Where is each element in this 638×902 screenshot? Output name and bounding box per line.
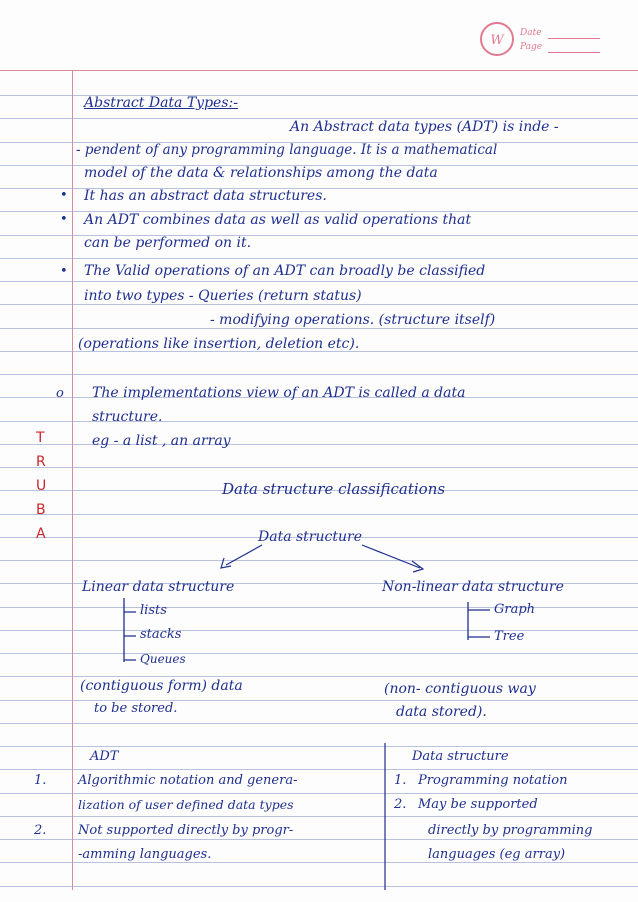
row-number: 1. — [34, 773, 47, 788]
bullet-dot: • — [60, 212, 68, 227]
side-letter: R — [36, 454, 46, 470]
date-label: Date — [520, 28, 542, 38]
side-letter: U — [36, 478, 47, 494]
intro-line-2: - pendent of any programming language. It is a mathematical — [76, 142, 498, 158]
linear-title: Linear data structure — [82, 579, 235, 595]
circle-bullet: o — [56, 386, 64, 401]
ds-row-number: 2. — [394, 797, 407, 812]
bullet-text-1: It has an abstract data structures. — [84, 188, 327, 204]
ds-cell-line: languages (eg array) — [428, 847, 566, 862]
bullet-text-3c: - modifying operations. (structure itself) — [210, 312, 496, 328]
nonlinear-bracket — [468, 602, 490, 640]
bullet-text-3d: (operations like insertion, deletion etc). — [78, 336, 360, 352]
adt-cell-line: -amming languages. — [78, 847, 212, 862]
linear-item: lists — [140, 603, 167, 618]
nonlinear-item: Tree — [494, 629, 525, 644]
row-number: 2. — [34, 823, 47, 838]
bullet-text-3b: into two types - Queries (return status) — [84, 288, 362, 304]
linear-item: stacks — [140, 627, 182, 642]
intro-line-1: An Abstract data types (ADT) is inde - — [290, 119, 559, 135]
ds-cell-line: directly by programming — [428, 823, 593, 838]
classification-title: Data structure classifications — [222, 480, 446, 498]
linear-item: Queues — [140, 652, 186, 666]
arrow-left-line — [226, 545, 262, 565]
bullet-text-2: An ADT combines data as well as valid operations that — [84, 212, 472, 228]
nonlinear-item: Graph — [494, 602, 536, 617]
impl-line-2: structure. — [92, 409, 163, 425]
logo-letter: W — [490, 33, 504, 48]
example-line: eg - a list , an array — [92, 433, 231, 449]
linear-note-1: (contiguous form) data — [80, 678, 243, 694]
table-header-adt: ADT — [90, 749, 119, 764]
page-label: Page — [520, 42, 543, 52]
table-header-ds: Data structure — [412, 749, 509, 764]
arrow-right-line — [362, 545, 420, 568]
intro-line-3: model of the data & relationships among the data — [84, 165, 438, 181]
nonlinear-note-2: data stored). — [396, 704, 487, 720]
nonlinear-title: Non-linear data structure — [382, 579, 564, 595]
tree-root: Data structure — [258, 529, 362, 545]
linear-bracket — [124, 598, 136, 662]
side-letter: T — [36, 430, 45, 446]
nonlinear-note-1: (non- contiguous way — [384, 681, 536, 697]
bullet-dot: • — [60, 188, 68, 203]
adt-cell-line: Not supported directly by progr- — [78, 823, 294, 838]
bullet-text-2b: can be performed on it. — [84, 235, 252, 251]
page-title: Abstract Data Types:- — [84, 95, 238, 111]
impl-line-1: The implementations view of an ADT is called a data — [92, 385, 466, 401]
adt-cell-line: lization of user defined data types — [78, 797, 294, 812]
side-letter: A — [36, 526, 46, 542]
side-letter: B — [36, 502, 46, 518]
adt-cell-line: Algorithmic notation and genera- — [78, 773, 298, 788]
bullet-text-3: The Valid operations of an ADT can broadly be classified — [84, 263, 486, 279]
linear-note-2: to be stored. — [94, 701, 178, 716]
ds-cell-line: May be supported — [418, 797, 538, 812]
bullet-dot: • — [60, 264, 68, 279]
ds-cell-line: Programming notation — [418, 773, 568, 788]
ds-row-number: 1. — [394, 773, 407, 788]
